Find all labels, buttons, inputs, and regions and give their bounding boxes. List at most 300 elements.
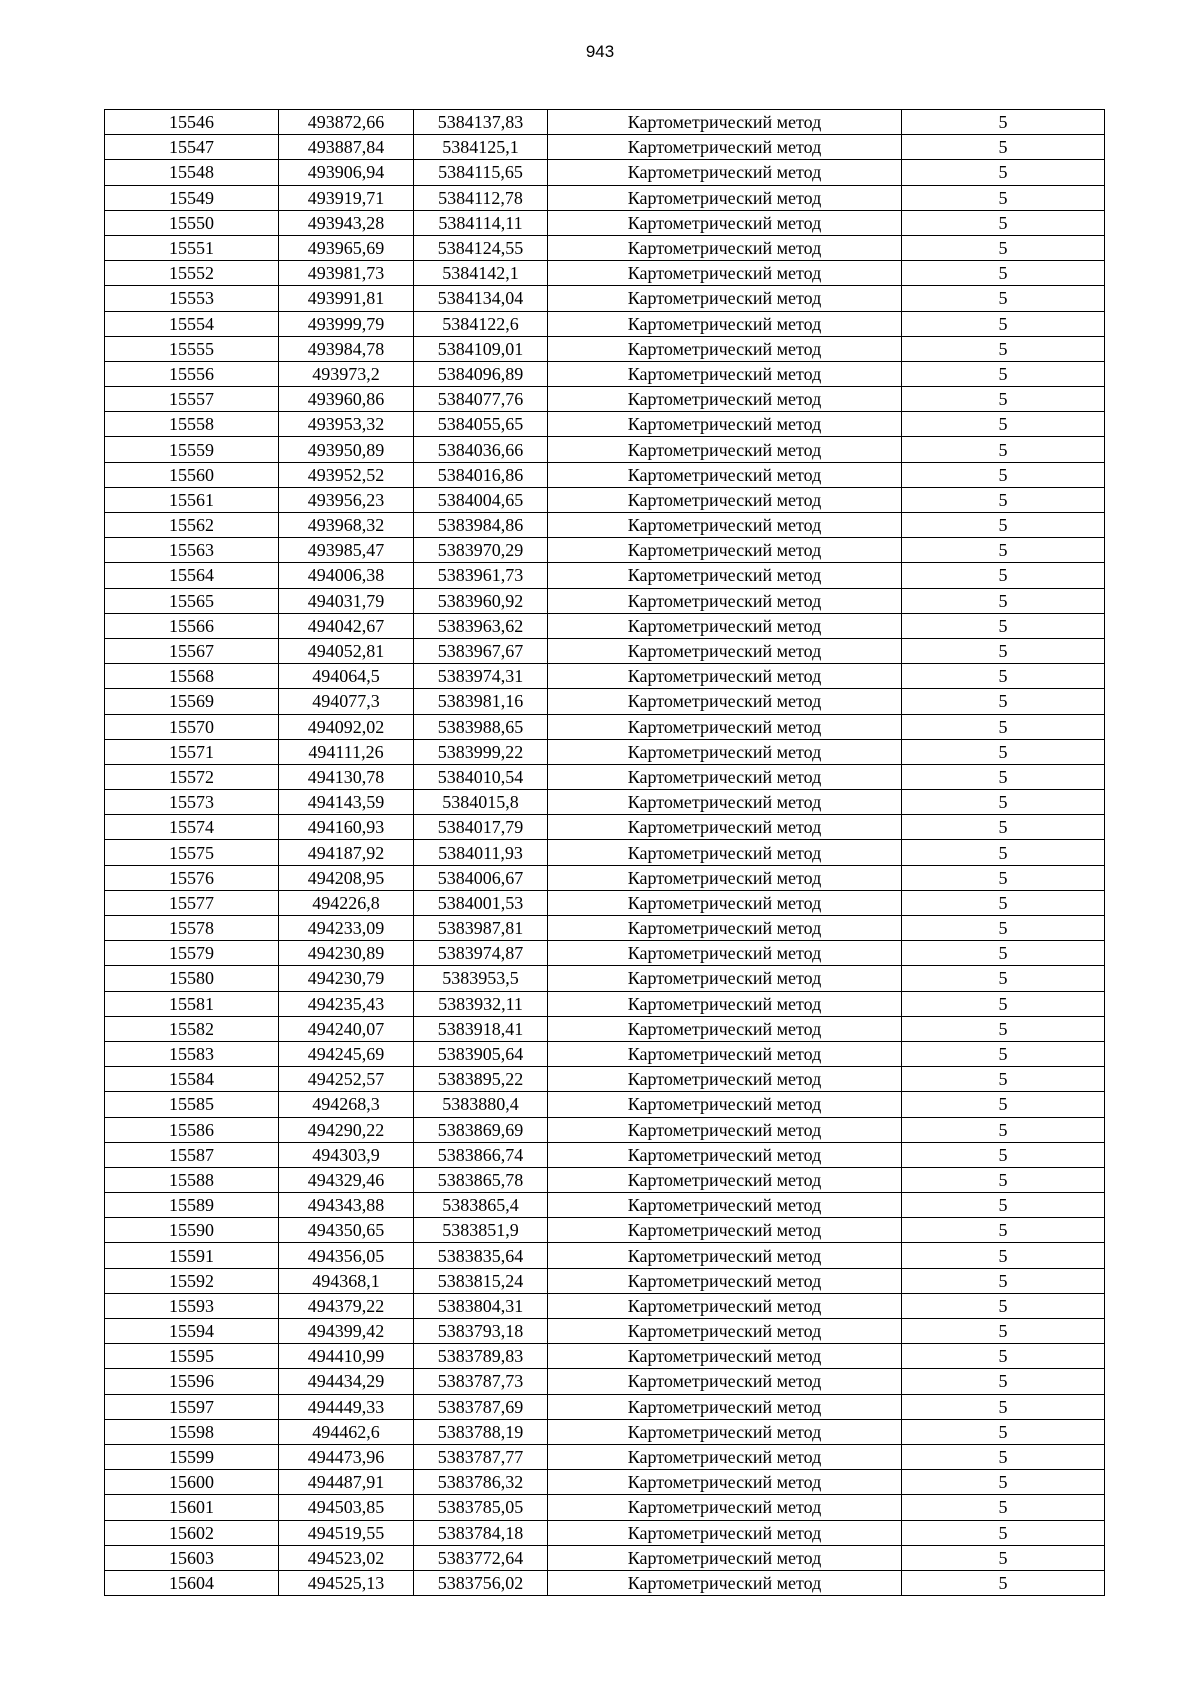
method-cell: Картометрический метод <box>548 1319 902 1344</box>
y-coordinate-cell: 5384137,83 <box>414 110 548 135</box>
point-number-cell: 15584 <box>105 1067 279 1092</box>
method-cell: Картометрический метод <box>548 1344 902 1369</box>
y-coordinate-cell: 5383905,64 <box>414 1041 548 1066</box>
table-row <box>105 1419 1105 1444</box>
x-coordinate-cell: 494379,22 <box>279 1293 414 1318</box>
method-cell: Картометрический метод <box>548 437 902 462</box>
x-coordinate-cell: 494487,91 <box>279 1470 414 1495</box>
accuracy-cell: 5 <box>902 941 1105 966</box>
x-coordinate-cell: 493968,32 <box>279 513 414 538</box>
accuracy-cell: 5 <box>902 916 1105 941</box>
y-coordinate-cell: 5383865,4 <box>414 1193 548 1218</box>
x-coordinate-cell: 494303,9 <box>279 1142 414 1167</box>
table-row <box>105 689 1105 714</box>
page-number: 943 <box>585 42 615 61</box>
point-number-cell: 15564 <box>105 563 279 588</box>
x-coordinate-cell: 493950,89 <box>279 437 414 462</box>
method-cell: Картометрический метод <box>548 739 902 764</box>
accuracy-cell: 5 <box>902 790 1105 815</box>
coordinates-table-body <box>105 110 1105 1596</box>
point-number-cell: 15552 <box>105 261 279 286</box>
x-coordinate-cell: 493956,23 <box>279 487 414 512</box>
point-number-cell: 15580 <box>105 966 279 991</box>
accuracy-cell: 5 <box>902 1369 1105 1394</box>
method-cell: Картометрический метод <box>548 1268 902 1293</box>
table-row <box>105 966 1105 991</box>
x-coordinate-cell: 493953,32 <box>279 412 414 437</box>
point-number-cell: 15554 <box>105 311 279 336</box>
accuracy-cell: 5 <box>902 110 1105 135</box>
method-cell: Картометрический метод <box>548 1067 902 1092</box>
method-cell: Картометрический метод <box>548 361 902 386</box>
x-coordinate-cell: 494252,57 <box>279 1067 414 1092</box>
x-coordinate-cell: 494042,67 <box>279 613 414 638</box>
x-coordinate-cell: 494290,22 <box>279 1117 414 1142</box>
method-cell: Картометрический метод <box>548 261 902 286</box>
x-coordinate-cell: 493985,47 <box>279 538 414 563</box>
coordinates-table <box>104 109 1105 1596</box>
method-cell: Картометрический метод <box>548 890 902 915</box>
table-row <box>105 110 1105 135</box>
y-coordinate-cell: 5383788,19 <box>414 1419 548 1444</box>
point-number-cell: 15561 <box>105 487 279 512</box>
accuracy-cell: 5 <box>902 135 1105 160</box>
y-coordinate-cell: 5383786,32 <box>414 1470 548 1495</box>
method-cell: Картометрический метод <box>548 1167 902 1192</box>
y-coordinate-cell: 5384112,78 <box>414 185 548 210</box>
x-coordinate-cell: 493965,69 <box>279 235 414 260</box>
point-number-cell: 15589 <box>105 1193 279 1218</box>
method-cell: Картометрический метод <box>548 538 902 563</box>
point-number-cell: 15591 <box>105 1243 279 1268</box>
method-cell: Картометрический метод <box>548 135 902 160</box>
point-number-cell: 15587 <box>105 1142 279 1167</box>
y-coordinate-cell: 5384011,93 <box>414 840 548 865</box>
x-coordinate-cell: 494235,43 <box>279 991 414 1016</box>
y-coordinate-cell: 5383918,41 <box>414 1016 548 1041</box>
table-row <box>105 840 1105 865</box>
y-coordinate-cell: 5384122,6 <box>414 311 548 336</box>
table-row <box>105 336 1105 361</box>
table-row <box>105 1394 1105 1419</box>
method-cell: Картометрический метод <box>548 764 902 789</box>
accuracy-cell: 5 <box>902 412 1105 437</box>
x-coordinate-cell: 493999,79 <box>279 311 414 336</box>
table-row <box>105 714 1105 739</box>
table-row <box>105 638 1105 663</box>
method-cell: Картометрический метод <box>548 588 902 613</box>
y-coordinate-cell: 5383988,65 <box>414 714 548 739</box>
table-row <box>105 1142 1105 1167</box>
y-coordinate-cell: 5383974,31 <box>414 664 548 689</box>
y-coordinate-cell: 5384017,79 <box>414 815 548 840</box>
accuracy-cell: 5 <box>902 1092 1105 1117</box>
x-coordinate-cell: 494462,6 <box>279 1419 414 1444</box>
method-cell: Картометрический метод <box>548 664 902 689</box>
table-row <box>105 1016 1105 1041</box>
y-coordinate-cell: 5383999,22 <box>414 739 548 764</box>
method-cell: Картометрический метод <box>548 1218 902 1243</box>
y-coordinate-cell: 5383787,77 <box>414 1444 548 1469</box>
method-cell: Картометрический метод <box>548 1117 902 1142</box>
table-row <box>105 487 1105 512</box>
y-coordinate-cell: 5383865,78 <box>414 1167 548 1192</box>
accuracy-cell: 5 <box>902 336 1105 361</box>
accuracy-cell: 5 <box>902 160 1105 185</box>
point-number-cell: 15590 <box>105 1218 279 1243</box>
y-coordinate-cell: 5383756,02 <box>414 1570 548 1595</box>
y-coordinate-cell: 5384114,11 <box>414 210 548 235</box>
x-coordinate-cell: 493952,52 <box>279 462 414 487</box>
table-row <box>105 1117 1105 1142</box>
accuracy-cell: 5 <box>902 1067 1105 1092</box>
table-row <box>105 1319 1105 1344</box>
accuracy-cell: 5 <box>902 387 1105 412</box>
table-row <box>105 790 1105 815</box>
accuracy-cell: 5 <box>902 1319 1105 1344</box>
x-coordinate-cell: 494519,55 <box>279 1520 414 1545</box>
x-coordinate-cell: 493984,78 <box>279 336 414 361</box>
y-coordinate-cell: 5383963,62 <box>414 613 548 638</box>
x-coordinate-cell: 493943,28 <box>279 210 414 235</box>
point-number-cell: 15596 <box>105 1369 279 1394</box>
x-coordinate-cell: 494525,13 <box>279 1570 414 1595</box>
point-number-cell: 15572 <box>105 764 279 789</box>
method-cell: Картометрический метод <box>548 1193 902 1218</box>
table-row <box>105 1041 1105 1066</box>
point-number-cell: 15603 <box>105 1545 279 1570</box>
method-cell: Картометрический метод <box>548 1016 902 1041</box>
point-number-cell: 15588 <box>105 1167 279 1192</box>
table-row <box>105 815 1105 840</box>
point-number-cell: 15575 <box>105 840 279 865</box>
y-coordinate-cell: 5383869,69 <box>414 1117 548 1142</box>
y-coordinate-cell: 5384036,66 <box>414 437 548 462</box>
y-coordinate-cell: 5384115,65 <box>414 160 548 185</box>
table-row <box>105 437 1105 462</box>
point-number-cell: 15581 <box>105 991 279 1016</box>
x-coordinate-cell: 494399,42 <box>279 1319 414 1344</box>
y-coordinate-cell: 5383987,81 <box>414 916 548 941</box>
accuracy-cell: 5 <box>902 613 1105 638</box>
point-number-cell: 15558 <box>105 412 279 437</box>
table-row <box>105 361 1105 386</box>
method-cell: Картометрический метод <box>548 563 902 588</box>
accuracy-cell: 5 <box>902 261 1105 286</box>
table-row <box>105 387 1105 412</box>
x-coordinate-cell: 494143,59 <box>279 790 414 815</box>
point-number-cell: 15563 <box>105 538 279 563</box>
x-coordinate-cell: 493887,84 <box>279 135 414 160</box>
x-coordinate-cell: 494006,38 <box>279 563 414 588</box>
table-row <box>105 1545 1105 1570</box>
method-cell: Картометрический метод <box>548 1243 902 1268</box>
method-cell: Картометрический метод <box>548 513 902 538</box>
point-number-cell: 15585 <box>105 1092 279 1117</box>
point-number-cell: 15592 <box>105 1268 279 1293</box>
x-coordinate-cell: 494130,78 <box>279 764 414 789</box>
point-number-cell: 15556 <box>105 361 279 386</box>
table-row <box>105 135 1105 160</box>
accuracy-cell: 5 <box>902 1142 1105 1167</box>
method-cell: Картометрический метод <box>548 412 902 437</box>
point-number-cell: 15597 <box>105 1394 279 1419</box>
accuracy-cell: 5 <box>902 462 1105 487</box>
accuracy-cell: 5 <box>902 1193 1105 1218</box>
accuracy-cell: 5 <box>902 714 1105 739</box>
method-cell: Картометрический метод <box>548 714 902 739</box>
point-number-cell: 15553 <box>105 286 279 311</box>
y-coordinate-cell: 5383789,83 <box>414 1344 548 1369</box>
y-coordinate-cell: 5383953,5 <box>414 966 548 991</box>
method-cell: Картометрический метод <box>548 1470 902 1495</box>
method-cell: Картометрический метод <box>548 235 902 260</box>
point-number-cell: 15567 <box>105 638 279 663</box>
x-coordinate-cell: 493973,2 <box>279 361 414 386</box>
point-number-cell: 15548 <box>105 160 279 185</box>
point-number-cell: 15602 <box>105 1520 279 1545</box>
accuracy-cell: 5 <box>902 1495 1105 1520</box>
y-coordinate-cell: 5383974,87 <box>414 941 548 966</box>
method-cell: Картометрический метод <box>548 336 902 361</box>
x-coordinate-cell: 493960,86 <box>279 387 414 412</box>
point-number-cell: 15550 <box>105 210 279 235</box>
point-number-cell: 15577 <box>105 890 279 915</box>
accuracy-cell: 5 <box>902 638 1105 663</box>
point-number-cell: 15566 <box>105 613 279 638</box>
accuracy-cell: 5 <box>902 361 1105 386</box>
y-coordinate-cell: 5384006,67 <box>414 865 548 890</box>
point-number-cell: 15598 <box>105 1419 279 1444</box>
method-cell: Картометрический метод <box>548 1293 902 1318</box>
x-coordinate-cell: 494473,96 <box>279 1444 414 1469</box>
table-row <box>105 412 1105 437</box>
y-coordinate-cell: 5383932,11 <box>414 991 548 1016</box>
accuracy-cell: 5 <box>902 1293 1105 1318</box>
method-cell: Картометрический метод <box>548 991 902 1016</box>
method-cell: Картометрический метод <box>548 815 902 840</box>
table-row <box>105 160 1105 185</box>
method-cell: Картометрический метод <box>548 1495 902 1520</box>
accuracy-cell: 5 <box>902 1243 1105 1268</box>
point-number-cell: 15594 <box>105 1319 279 1344</box>
x-coordinate-cell: 493991,81 <box>279 286 414 311</box>
point-number-cell: 15593 <box>105 1293 279 1318</box>
accuracy-cell: 5 <box>902 966 1105 991</box>
method-cell: Картометрический метод <box>548 1520 902 1545</box>
x-coordinate-cell: 494230,79 <box>279 966 414 991</box>
table-row <box>105 1243 1105 1268</box>
table-row <box>105 513 1105 538</box>
table-row <box>105 739 1105 764</box>
x-coordinate-cell: 494240,07 <box>279 1016 414 1041</box>
accuracy-cell: 5 <box>902 815 1105 840</box>
accuracy-cell: 5 <box>902 1344 1105 1369</box>
y-coordinate-cell: 5383967,67 <box>414 638 548 663</box>
accuracy-cell: 5 <box>902 311 1105 336</box>
table-row <box>105 210 1105 235</box>
table-row <box>105 261 1105 286</box>
y-coordinate-cell: 5384134,04 <box>414 286 548 311</box>
accuracy-cell: 5 <box>902 1470 1105 1495</box>
point-number-cell: 15576 <box>105 865 279 890</box>
y-coordinate-cell: 5384010,54 <box>414 764 548 789</box>
accuracy-cell: 5 <box>902 513 1105 538</box>
y-coordinate-cell: 5383984,86 <box>414 513 548 538</box>
point-number-cell: 15599 <box>105 1444 279 1469</box>
method-cell: Картометрический метод <box>548 1394 902 1419</box>
accuracy-cell: 5 <box>902 1570 1105 1595</box>
table-row <box>105 1167 1105 1192</box>
x-coordinate-cell: 494064,5 <box>279 664 414 689</box>
accuracy-cell: 5 <box>902 890 1105 915</box>
y-coordinate-cell: 5384096,89 <box>414 361 548 386</box>
y-coordinate-cell: 5383784,18 <box>414 1520 548 1545</box>
y-coordinate-cell: 5383787,69 <box>414 1394 548 1419</box>
method-cell: Картометрический метод <box>548 840 902 865</box>
x-coordinate-cell: 494111,26 <box>279 739 414 764</box>
y-coordinate-cell: 5384015,8 <box>414 790 548 815</box>
x-coordinate-cell: 494077,3 <box>279 689 414 714</box>
x-coordinate-cell: 494160,93 <box>279 815 414 840</box>
point-number-cell: 15568 <box>105 664 279 689</box>
table-row <box>105 563 1105 588</box>
x-coordinate-cell: 494245,69 <box>279 1041 414 1066</box>
x-coordinate-cell: 494503,85 <box>279 1495 414 1520</box>
point-number-cell: 15583 <box>105 1041 279 1066</box>
table-row <box>105 185 1105 210</box>
table-row <box>105 1092 1105 1117</box>
point-number-cell: 15551 <box>105 235 279 260</box>
method-cell: Картометрический метод <box>548 160 902 185</box>
x-coordinate-cell: 494368,1 <box>279 1268 414 1293</box>
x-coordinate-cell: 494356,05 <box>279 1243 414 1268</box>
method-cell: Картометрический метод <box>548 1545 902 1570</box>
accuracy-cell: 5 <box>902 1419 1105 1444</box>
accuracy-cell: 5 <box>902 764 1105 789</box>
y-coordinate-cell: 5383981,16 <box>414 689 548 714</box>
y-coordinate-cell: 5383815,24 <box>414 1268 548 1293</box>
point-number-cell: 15559 <box>105 437 279 462</box>
x-coordinate-cell: 493872,66 <box>279 110 414 135</box>
table-row <box>105 1218 1105 1243</box>
y-coordinate-cell: 5384124,55 <box>414 235 548 260</box>
point-number-cell: 15579 <box>105 941 279 966</box>
accuracy-cell: 5 <box>902 588 1105 613</box>
y-coordinate-cell: 5383880,4 <box>414 1092 548 1117</box>
x-coordinate-cell: 494268,3 <box>279 1092 414 1117</box>
table-row <box>105 588 1105 613</box>
accuracy-cell: 5 <box>902 487 1105 512</box>
y-coordinate-cell: 5383895,22 <box>414 1067 548 1092</box>
x-coordinate-cell: 494410,99 <box>279 1344 414 1369</box>
point-number-cell: 15555 <box>105 336 279 361</box>
y-coordinate-cell: 5383835,64 <box>414 1243 548 1268</box>
accuracy-cell: 5 <box>902 1117 1105 1142</box>
method-cell: Картометрический метод <box>548 916 902 941</box>
accuracy-cell: 5 <box>902 1167 1105 1192</box>
accuracy-cell: 5 <box>902 437 1105 462</box>
y-coordinate-cell: 5384109,01 <box>414 336 548 361</box>
method-cell: Картометрический метод <box>548 1444 902 1469</box>
x-coordinate-cell: 494343,88 <box>279 1193 414 1218</box>
y-coordinate-cell: 5384016,86 <box>414 462 548 487</box>
y-coordinate-cell: 5383851,9 <box>414 1218 548 1243</box>
x-coordinate-cell: 493919,71 <box>279 185 414 210</box>
y-coordinate-cell: 5383960,92 <box>414 588 548 613</box>
x-coordinate-cell: 494523,02 <box>279 1545 414 1570</box>
x-coordinate-cell: 494187,92 <box>279 840 414 865</box>
method-cell: Картометрический метод <box>548 613 902 638</box>
table-row <box>105 613 1105 638</box>
method-cell: Картометрический метод <box>548 487 902 512</box>
accuracy-cell: 5 <box>902 991 1105 1016</box>
point-number-cell: 15571 <box>105 739 279 764</box>
y-coordinate-cell: 5384055,65 <box>414 412 548 437</box>
point-number-cell: 15582 <box>105 1016 279 1041</box>
x-coordinate-cell: 494092,02 <box>279 714 414 739</box>
accuracy-cell: 5 <box>902 1444 1105 1469</box>
method-cell: Картометрический метод <box>548 185 902 210</box>
x-coordinate-cell: 494031,79 <box>279 588 414 613</box>
point-number-cell: 15562 <box>105 513 279 538</box>
method-cell: Картометрический метод <box>548 1369 902 1394</box>
y-coordinate-cell: 5383970,29 <box>414 538 548 563</box>
point-number-cell: 15549 <box>105 185 279 210</box>
y-coordinate-cell: 5384004,65 <box>414 487 548 512</box>
table-row <box>105 311 1105 336</box>
table-row <box>105 1470 1105 1495</box>
accuracy-cell: 5 <box>902 235 1105 260</box>
point-number-cell: 15565 <box>105 588 279 613</box>
y-coordinate-cell: 5384142,1 <box>414 261 548 286</box>
y-coordinate-cell: 5383804,31 <box>414 1293 548 1318</box>
table-row <box>105 1444 1105 1469</box>
y-coordinate-cell: 5383866,74 <box>414 1142 548 1167</box>
y-coordinate-cell: 5384125,1 <box>414 135 548 160</box>
table-row <box>105 916 1105 941</box>
y-coordinate-cell: 5383772,64 <box>414 1545 548 1570</box>
accuracy-cell: 5 <box>902 1016 1105 1041</box>
table-row <box>105 1293 1105 1318</box>
accuracy-cell: 5 <box>902 210 1105 235</box>
table-row <box>105 1570 1105 1595</box>
x-coordinate-cell: 494208,95 <box>279 865 414 890</box>
method-cell: Картометрический метод <box>548 790 902 815</box>
table-row <box>105 1067 1105 1092</box>
table-row <box>105 1193 1105 1218</box>
x-coordinate-cell: 494233,09 <box>279 916 414 941</box>
x-coordinate-cell: 494350,65 <box>279 1218 414 1243</box>
accuracy-cell: 5 <box>902 538 1105 563</box>
table-row <box>105 538 1105 563</box>
point-number-cell: 15595 <box>105 1344 279 1369</box>
point-number-cell: 15547 <box>105 135 279 160</box>
x-coordinate-cell: 493981,73 <box>279 261 414 286</box>
method-cell: Картометрический метод <box>548 1041 902 1066</box>
method-cell: Картометрический метод <box>548 966 902 991</box>
point-number-cell: 15546 <box>105 110 279 135</box>
y-coordinate-cell: 5384077,76 <box>414 387 548 412</box>
point-number-cell: 15601 <box>105 1495 279 1520</box>
table-row <box>105 286 1105 311</box>
accuracy-cell: 5 <box>902 739 1105 764</box>
accuracy-cell: 5 <box>902 185 1105 210</box>
table-row <box>105 890 1105 915</box>
method-cell: Картометрический метод <box>548 110 902 135</box>
table-row <box>105 991 1105 1016</box>
accuracy-cell: 5 <box>902 840 1105 865</box>
